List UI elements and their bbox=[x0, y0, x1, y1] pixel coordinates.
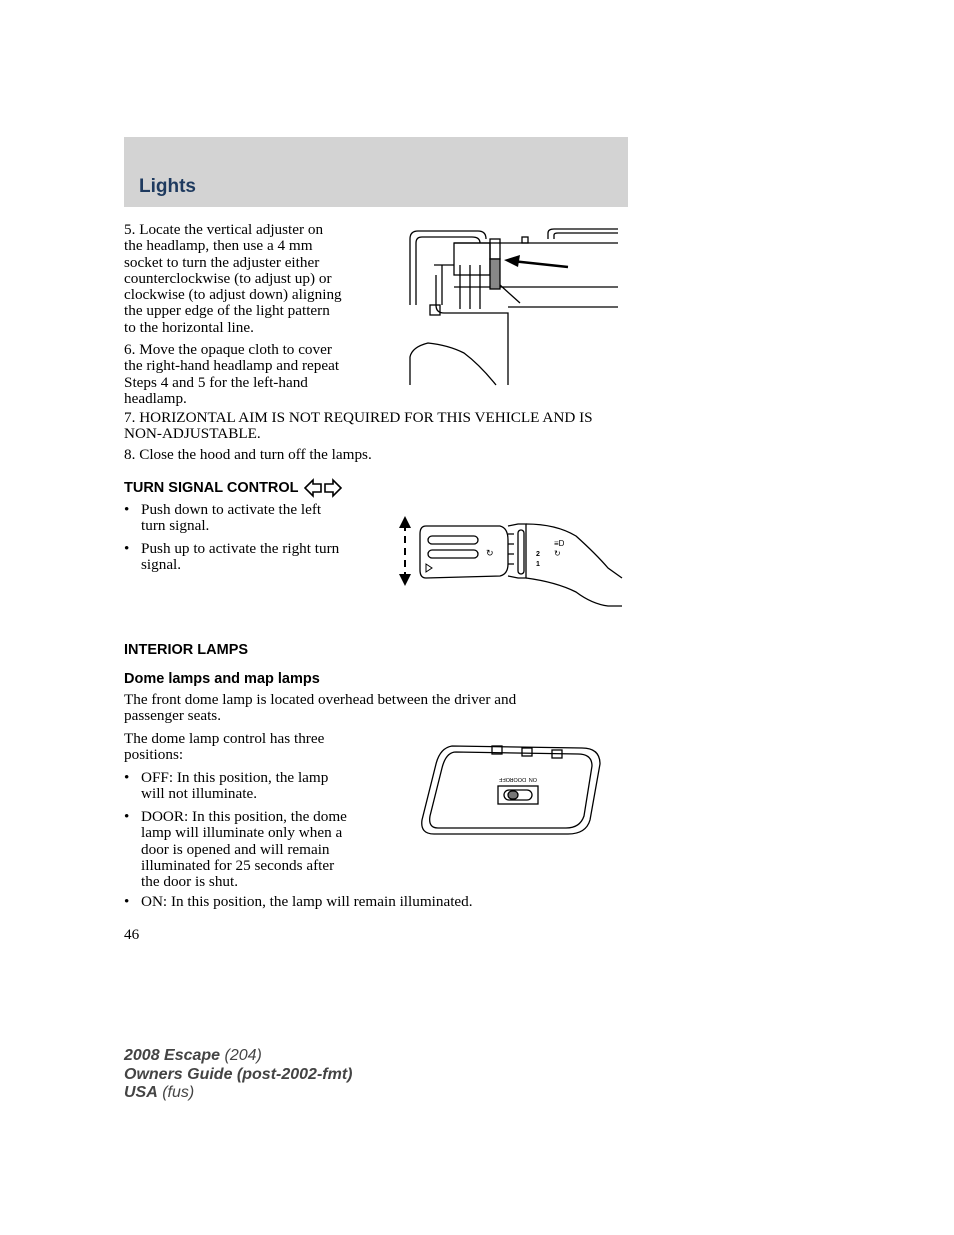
dome-lamp-illustration bbox=[418, 742, 604, 838]
dome-lamp-intro: The front dome lamp is located overhead between the driver and passenger seats. bbox=[124, 691, 517, 725]
header-band bbox=[124, 137, 628, 207]
svg-text:1: 1 bbox=[536, 561, 540, 568]
step-5-text: 5. Locate the vertical adjuster on the headlamp, then use a 4 mm socket to turn the adjuster either counterclockwise (to adjust up) or clockwise (to adjust down) aligning the upper edge of the light pattern to the horizontal line. bbox=[124, 221, 342, 336]
headlamp-adjuster-illustration bbox=[408, 225, 618, 387]
interior-lamps-heading: INTERIOR LAMPS bbox=[124, 642, 249, 658]
turn-signal-right-arrow-icon bbox=[325, 480, 341, 496]
svg-text:2: 2 bbox=[536, 551, 540, 558]
turn-signal-arrows bbox=[304, 478, 342, 498]
turn-signal-left-arrow-icon bbox=[305, 480, 321, 496]
step-8-text: 8. Close the hood and turn off the lamps. bbox=[124, 446, 372, 463]
svg-text:≡D: ≡D bbox=[554, 539, 565, 548]
svg-text:↻: ↻ bbox=[554, 549, 561, 558]
dome-switch-on-label: ON bbox=[528, 776, 537, 782]
step-6-text: 6. Move the opaque cloth to cover the right-hand headlamp and repeat Steps 4 and 5 for the left-hand headlamp. bbox=[124, 341, 340, 407]
svg-text:↻: ↻ bbox=[486, 548, 494, 558]
step-7-text: 7. HORIZONTAL AIM IS NOT REQUIRED FOR THIS VEHICLE AND IS NON-ADJUSTABLE. bbox=[124, 409, 593, 443]
dome-lamps-subheading: Dome lamps and map lamps bbox=[124, 671, 320, 687]
turn-signal-heading: TURN SIGNAL CONTROL bbox=[124, 478, 342, 498]
document-footer: 2008 Escape (204) Owners Guide (post-2002-fmt) USA (fus) bbox=[124, 1047, 353, 1101]
dome-lamp-control-text: The dome lamp control has three positions: bbox=[124, 730, 325, 764]
page-title: Lights bbox=[139, 176, 196, 197]
page-number: 46 bbox=[124, 926, 140, 943]
dome-switch-off-label: OFF bbox=[499, 776, 510, 782]
turn-signal-lever-illustration bbox=[396, 514, 624, 610]
dome-switch-door-label: DOOR bbox=[509, 776, 526, 782]
